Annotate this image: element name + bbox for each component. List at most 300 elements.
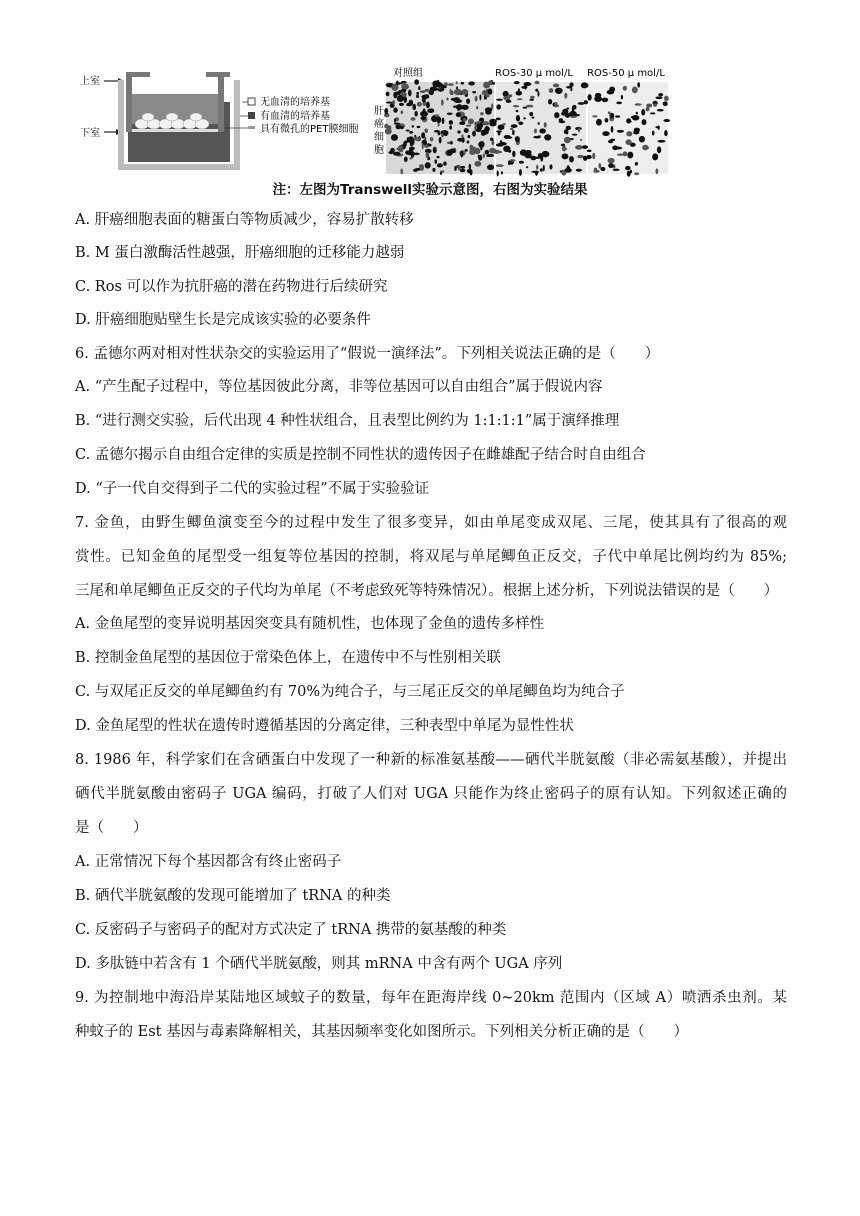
micrograph-speckle: [634, 172, 639, 175]
micrograph-speckle: [411, 154, 414, 158]
micrograph-speckle: [384, 108, 388, 114]
micrograph-speckle: [441, 170, 445, 173]
micrograph-speckle: [425, 162, 431, 168]
micrograph-speckle: [615, 115, 620, 117]
micrograph-speckle: [608, 111, 611, 114]
micrograph-speckle: [530, 96, 535, 99]
q8-option-b: B. 硒代半胱氨酸的发现可能增加了 tRNA 的种类: [75, 888, 391, 904]
micrograph-speckle: [584, 100, 588, 104]
micrograph-speckle: [534, 129, 537, 134]
micrograph-speckle: [526, 166, 528, 168]
micrograph-speckle: [461, 134, 463, 137]
micrograph-speckle: [416, 95, 419, 98]
micrograph-speckle: [433, 147, 437, 154]
micrograph-speckle: [435, 114, 440, 117]
micrograph-speckle: [394, 118, 396, 123]
q5-option-b: B. M 蛋白激酶活性越强，肝癌细胞的迁移能力越弱: [75, 245, 405, 261]
micrograph-speckle: [409, 131, 413, 134]
micrograph-speckle: [610, 139, 615, 141]
micrograph-speckle: [652, 131, 655, 136]
micrograph-speckle: [456, 104, 463, 110]
micrograph-speckle: [412, 104, 416, 111]
micrograph-speckle: [616, 102, 622, 105]
micrograph-speckle: [518, 121, 523, 125]
q8-stem-line-3: 是（ ）: [75, 820, 148, 836]
micrograph-speckle: [564, 137, 571, 144]
micrograph-speckle: [657, 146, 661, 153]
micrograph-speckle: [555, 88, 563, 94]
micrograph-speckle: [543, 165, 545, 172]
micrograph-speckle: [487, 88, 492, 94]
micrograph-speckle: [542, 151, 550, 157]
micrograph-speckle: [515, 136, 520, 142]
micrograph-speckle: [420, 164, 424, 171]
micrograph-speckle: [625, 166, 631, 170]
micrograph-speckle: [437, 80, 440, 86]
transwell-diagram: [78, 66, 678, 178]
figure-note: 注：左图为Transwell实验示意图，右图为实验结果: [272, 182, 588, 198]
micrograph-speckle: [482, 121, 489, 125]
micrograph-speckle: [500, 140, 503, 146]
micrograph-speckle: [639, 136, 645, 143]
micrograph-speckle: [517, 98, 523, 100]
micrograph-speckle: [400, 95, 403, 99]
micrograph-speckle: [417, 102, 422, 107]
micrograph-speckle: [497, 170, 499, 176]
micrograph-speckle: [531, 171, 539, 173]
micrograph-speckle: [510, 128, 513, 130]
micrograph-speckle: [613, 169, 620, 171]
micrograph-speckle: [530, 156, 536, 160]
micrograph-speckle: [420, 116, 425, 120]
micrograph-speckle: [570, 88, 572, 92]
micrograph-speckle: [464, 128, 469, 133]
micrograph-speckle: [472, 91, 476, 93]
micrograph-speckle: [657, 109, 664, 112]
micrograph-speckle: [600, 167, 605, 171]
micrograph-speckle: [415, 137, 420, 141]
micrograph-speckle: [405, 140, 409, 143]
micrograph-speckle: [441, 133, 444, 137]
micrograph-speckle: [442, 85, 447, 88]
micrograph-speckle: [434, 159, 437, 163]
micrograph-speckle: [484, 126, 490, 132]
micrograph-speckle: [454, 89, 462, 95]
micrograph-speckle: [540, 168, 543, 171]
micrograph-speckle: [535, 89, 538, 92]
micrograph-speckle: [519, 161, 524, 164]
micrograph-speckle: [578, 127, 580, 133]
micrograph-speckle: [565, 168, 572, 173]
micrograph-speckle: [401, 110, 404, 114]
micrograph-speckle: [485, 150, 489, 155]
micrograph-speckle: [535, 81, 540, 85]
micrograph-speckle: [544, 122, 547, 128]
micrograph-speckle: [460, 151, 463, 158]
q7-stem-line-2: 赏性。已知金鱼的尾型受一组复等位基因的控制，将双尾与单尾鲫鱼正反交，子代中单尾比例均约为 85%;: [75, 549, 787, 565]
micrograph-speckle: [581, 82, 589, 88]
micrograph-speckle: [577, 155, 584, 158]
micrograph-speckle: [524, 82, 532, 86]
micrograph-speckle: [458, 165, 461, 171]
micrograph-speckle: [602, 98, 609, 103]
micrograph-speckle: [570, 116, 577, 118]
micrograph-speckle: [424, 128, 428, 132]
legend-item-pet-membrane: 具有微孔的PET膜细胞: [260, 124, 359, 135]
micrograph-speckle: [414, 79, 419, 85]
micrograph-speckle: [617, 130, 624, 133]
micrograph-speckle: [634, 128, 640, 133]
micrograph-speckle: [594, 96, 602, 102]
micrograph-speckle: [449, 89, 451, 95]
micrograph-speckle: [386, 92, 390, 97]
micrograph-speckle: [655, 96, 662, 99]
micrograph-speckle: [642, 145, 648, 151]
micrograph-speckle: [496, 99, 503, 101]
micrograph-speckle: [430, 137, 434, 141]
micrograph-speckle: [420, 90, 426, 93]
q7-stem-line-3: 三尾和单尾鲫鱼正反交的子代均为单尾（不考虑致死等特殊情况）。根据上述分析，下列说法错误的是（ ）: [75, 583, 779, 599]
micrograph-speckle: [576, 169, 582, 172]
upper-chamber-label: 上室: [80, 76, 100, 87]
micrograph-speckle: [399, 103, 404, 106]
micrograph-speckle: [391, 84, 398, 91]
micrograph-speckle: [664, 130, 668, 136]
side-label-1: 肝: [374, 106, 384, 117]
micrograph-speckle: [578, 102, 585, 105]
q8-option-c: C. 反密码子与密码子的配对方式决定了 tRNA 携带的氨基酸的种类: [75, 922, 507, 938]
micrograph-speckle: [513, 105, 519, 107]
micrograph-speckle: [466, 98, 470, 104]
micrograph-speckle: [608, 158, 615, 163]
micrograph-speckle: [498, 124, 505, 130]
micrograph-speckle: [503, 96, 510, 101]
micrograph-speckle: [399, 150, 403, 152]
micrograph-speckle: [479, 94, 481, 100]
micrograph-speckle: [433, 81, 435, 85]
micrograph-speckle: [421, 95, 429, 99]
micrograph-speckle: [630, 170, 632, 174]
q6-option-d: D. “子一代自交得到子二代的实验过程”不属于实验验证: [75, 481, 430, 497]
micrograph-speckle: [519, 169, 522, 176]
side-label-2: 癌: [374, 119, 384, 130]
micrograph-speckle: [605, 118, 609, 123]
micrograph-speckle: [636, 112, 638, 115]
micrograph-speckle: [521, 86, 527, 89]
micrograph-speckle: [655, 126, 658, 128]
micrograph-speckle: [468, 81, 475, 85]
micrograph-speckle: [562, 146, 566, 151]
micrograph-speckle: [621, 95, 623, 99]
micrograph-speckle: [544, 134, 551, 140]
micrograph-speckle: [422, 143, 424, 149]
side-label-4: 胞: [374, 145, 384, 156]
micrograph-speckle: [559, 118, 563, 121]
micrograph-speckle: [576, 114, 580, 116]
micrograph-speckle: [460, 166, 465, 169]
micrograph-speckle: [592, 153, 595, 159]
micrograph-speckle: [646, 103, 652, 107]
micrograph-speckle: [412, 125, 414, 128]
micrograph-speckle: [393, 107, 398, 112]
micrograph-speckle: [569, 156, 574, 162]
micrograph-speckle: [472, 131, 476, 137]
micrograph-speckle: [424, 137, 427, 141]
micrograph-speckle: [426, 102, 430, 109]
micrograph-speckle: [394, 123, 401, 125]
micrograph-speckle: [554, 102, 557, 108]
micrograph-speckle: [498, 151, 502, 153]
micrograph-speckle: [553, 83, 559, 87]
micrograph-speckle: [569, 82, 573, 87]
micrograph-speckle: [426, 152, 430, 159]
micrograph-speckle: [454, 166, 457, 171]
q8-option-a: A. 正常情况下每个基因都含有终止密码子: [75, 854, 342, 870]
micrograph-speckle: [463, 118, 466, 122]
micrograph-speckle: [460, 169, 466, 173]
micrograph-speckle: [536, 165, 538, 170]
micrograph-speckle: [432, 168, 435, 172]
micrograph-speckle: [508, 150, 511, 152]
q7-stem-line-1: 7. 金鱼，由野生鲫鱼演变至今的过程中发生了很多变异，如由单尾变成双尾、三尾，使其具有了很高的观: [75, 515, 787, 531]
micrograph-speckle: [411, 117, 416, 121]
micrograph-speckle: [476, 129, 481, 132]
micrograph-speckle: [488, 80, 493, 85]
q5-option-c: C. Ros 可以作为抗肝癌的潜在药物进行后续研究: [75, 279, 388, 295]
micrograph-speckle: [486, 94, 490, 97]
side-label-3: 细: [374, 132, 384, 143]
micrograph-speckle: [627, 152, 633, 159]
micrograph-speckle: [587, 149, 592, 152]
micrograph-speckle: [566, 108, 569, 110]
micrograph-speckle: [465, 149, 468, 152]
micrograph-speckle: [454, 99, 462, 103]
micrograph-speckle: [428, 108, 434, 113]
micrograph-speckle: [663, 101, 668, 106]
micrograph-speckle: [611, 126, 614, 133]
micrograph-speckle: [664, 96, 669, 102]
micrograph-speckle: [480, 112, 483, 115]
micrograph-speckle: [655, 168, 658, 174]
micrograph-speckle: [395, 91, 397, 97]
micrograph-speckle: [623, 86, 627, 91]
micrograph-speckle: [562, 109, 568, 115]
micrograph-speckle: [450, 141, 453, 145]
micrograph-speckle: [587, 94, 591, 100]
micrograph-speckle: [509, 159, 515, 162]
micrograph-speckle: [476, 106, 478, 110]
micrograph-speckle: [414, 111, 417, 117]
q5-option-d: D. 肝癌细胞贴壁生长是完成该实验的必要条件: [75, 312, 371, 328]
micrograph-speckle: [493, 82, 495, 85]
lower-chamber-label: 下室: [80, 128, 100, 139]
micrograph-speckle: [406, 103, 411, 106]
micrograph-speckle: [485, 110, 491, 115]
micrograph-speckle: [438, 132, 441, 135]
micrograph-speckle: [418, 86, 420, 90]
micrograph-speckle: [658, 93, 663, 96]
micrograph-speckle: [652, 153, 658, 160]
micrograph-speckle: [586, 155, 592, 159]
micrograph-speckle: [632, 87, 638, 94]
micrograph-speckle: [413, 169, 418, 172]
micrograph-speckle: [549, 88, 554, 93]
micrograph-speckle: [625, 139, 631, 145]
micrograph-speckle: [537, 91, 539, 97]
micrograph-speckle: [483, 154, 485, 158]
micrograph-speckle: [554, 112, 559, 118]
micrograph-speckle: [602, 131, 609, 136]
micrograph-speckle: [496, 104, 501, 109]
micrograph-speckle: [466, 124, 471, 126]
micrograph-speckle: [523, 107, 528, 109]
micrograph-speckle: [461, 82, 464, 85]
micrograph-speckle: [478, 141, 484, 148]
group-label-ros30: ROS-30 μ mol/L: [495, 68, 573, 79]
micrograph-speckle: [663, 119, 670, 122]
micrograph-speckle: [470, 147, 478, 154]
micrograph-speckle: [456, 112, 461, 117]
legend-item-serum-free: 无血清的培养基: [260, 97, 330, 108]
micrograph-speckle: [657, 140, 665, 143]
micrograph-speckle: [391, 134, 398, 141]
micrograph-speckle: [411, 138, 414, 145]
micrograph-speckle: [395, 125, 401, 130]
micrograph-speckle: [653, 103, 657, 106]
micrograph-speckle: [456, 81, 458, 84]
group-label-ros50: ROS-50 μ mol/L: [587, 68, 665, 79]
micrograph-speckle: [443, 162, 446, 166]
micrograph-speckle: [436, 156, 439, 158]
micrograph-speckle: [526, 105, 534, 108]
micrograph-speckle: [386, 102, 393, 104]
micrograph-speckle: [469, 164, 472, 170]
micrograph-speckle: [487, 164, 494, 170]
q7-option-c: C. 与双尾正反交的单尾鲫鱼约有 70%为纯合子，与三尾正反交的单尾鲫鱼均为纯合子: [75, 684, 625, 700]
q6-option-a: A. “产生配子过程中，等位基因彼此分离，非等位基因可以自由组合”属于假说内容: [75, 379, 603, 395]
micrograph-speckle: [477, 121, 481, 123]
micrograph-speckle: [446, 98, 448, 101]
micrograph-speckle: [533, 136, 541, 139]
micrograph-speckle: [417, 126, 421, 128]
q8-stem-line-1: 8. 1986 年，科学家们在含硒蛋白中发现了一种新的标准氨基酸——硒代半胱氨酸（非必需氨基酸），并提出: [75, 752, 787, 768]
micrograph-speckle: [617, 154, 624, 156]
micrograph-speckle: [449, 125, 452, 129]
micrograph-speckle: [441, 99, 444, 105]
micrograph-speckle: [580, 139, 582, 141]
q6-stem: 6. 孟德尔两对相对性状杂交的实验运用了“假说一演绎法”。下列相关说法正确的是（ ）: [75, 346, 660, 362]
micrograph-speckle: [531, 117, 534, 119]
micrograph-speckle: [614, 147, 622, 150]
q7-option-d: D. 金鱼尾型的性状在遗传时遵循基因的分离定律，三种表型中单尾为显性性状: [75, 718, 574, 734]
micrograph-speckle: [478, 155, 481, 157]
micrograph-speckle: [623, 151, 628, 156]
micrograph-speckle: [389, 151, 394, 154]
micrograph-speckle: [471, 147, 473, 152]
micrograph-speckle: [403, 96, 407, 103]
q6-option-c: C. 孟德尔揭示自由组合定律的实质是控制不同性状的遗传因子在雌雄配子结合时自由组合: [75, 447, 646, 463]
micrograph-speckle: [462, 89, 469, 95]
micrograph-speckle: [650, 112, 655, 114]
micrograph-speckle: [501, 171, 503, 174]
micrograph-speckle: [575, 145, 583, 150]
micrograph-speckle: [405, 150, 411, 154]
micrograph-speckle: [474, 161, 481, 167]
micrograph-speckle: [408, 89, 412, 96]
micrograph-speckle: [511, 124, 518, 128]
micrograph-panels: [384, 79, 670, 177]
q5-option-a: A. 肝癌细胞表面的糖蛋白等物质减少，容易扩散转移: [75, 212, 414, 228]
micrograph-speckle: [447, 113, 453, 115]
micrograph-speckle: [400, 168, 402, 174]
micrograph-speckle: [637, 82, 640, 88]
micrograph-speckle: [608, 163, 614, 168]
micrograph-speckle: [496, 164, 504, 167]
micrograph-speckle: [393, 152, 401, 156]
micrograph-speckle: [449, 120, 453, 125]
micrograph-speckle: [516, 115, 520, 122]
micrograph-speckle: [498, 130, 501, 135]
micrograph-speckle: [442, 118, 445, 124]
micrograph-speckle: [467, 135, 470, 138]
micrograph-speckle: [416, 92, 419, 95]
q9-stem-line-2: 种蚊子的 Est 基因与毒素降解相关，其基因频率变化如图所示。下列相关分析正确的是（ ）: [75, 1024, 689, 1040]
micrograph-speckle: [437, 163, 443, 167]
micrograph-speckle: [632, 115, 639, 121]
q9-stem-line-1: 9. 为控制地中海沿岸某陆地区域蚊子的数量，每年在距海岸线 0~20km 范围内（区域 A）喷洒杀虫剂。某: [75, 990, 787, 1006]
micrograph-speckle: [491, 103, 493, 109]
micrograph-speckle: [529, 112, 533, 116]
micrograph-speckle: [609, 86, 615, 92]
micrograph-speckle: [561, 144, 565, 147]
micrograph-speckle: [402, 85, 409, 88]
micrograph-speckle: [407, 137, 410, 141]
micrograph-speckle: [592, 115, 597, 117]
q7-option-a: A. 金鱼尾型的变异说明基因突变具有随机性，也体现了金鱼的遗传多样性: [75, 616, 545, 632]
micrograph-speckle: [598, 163, 601, 169]
micrograph-speckle: [582, 145, 588, 149]
micrograph-speckle: [641, 109, 645, 116]
legend-item-serum: 有血清的培养基: [260, 111, 330, 122]
micrograph-speckle: [538, 122, 540, 125]
micrograph-speckle: [424, 144, 429, 148]
micrograph-speckle: [514, 81, 520, 84]
micrograph-speckle: [496, 118, 501, 121]
micrograph-speckle: [384, 124, 388, 129]
micrograph-speckle: [457, 138, 463, 142]
micrograph-speckle: [457, 130, 460, 133]
micrograph-speckle: [562, 153, 569, 159]
micrograph-speckle: [439, 137, 442, 144]
micrograph-speckle: [489, 119, 497, 124]
micrograph-speckle: [450, 148, 456, 153]
micrograph-speckle: [548, 99, 552, 104]
micrograph-speckle: [572, 134, 577, 136]
micrograph-speckle: [642, 119, 647, 125]
micrograph-speckle: [504, 135, 511, 139]
micrograph-speckle: [515, 91, 522, 96]
micrograph-speckle: [529, 99, 533, 101]
micrograph-speckle: [475, 96, 478, 102]
micrograph-speckle: [406, 129, 410, 131]
micrograph-speckle: [594, 168, 597, 171]
micrograph-speckle: [490, 138, 493, 141]
micrograph-speckle: [549, 164, 552, 169]
q8-option-d: D. 多肽链中若含有 1 个硒代半胱氨酸，则其 mRNA 中含有两个 UGA 序列: [75, 956, 563, 972]
micrograph-speckle: [564, 93, 567, 99]
micrograph-speckle: [468, 119, 474, 125]
micrograph-speckle: [596, 119, 602, 126]
